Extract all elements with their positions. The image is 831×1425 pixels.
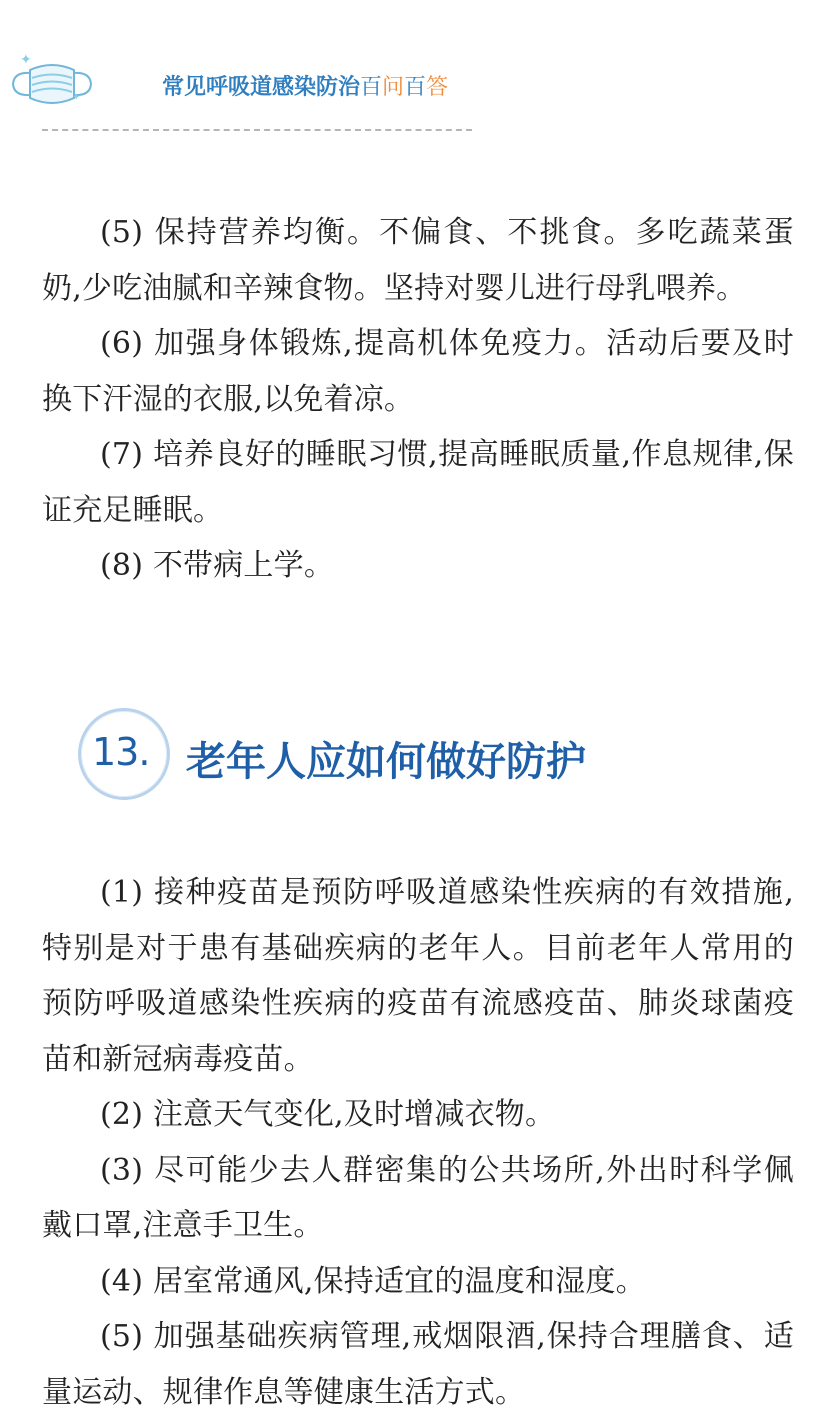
book-title-bai-1: 百 bbox=[360, 75, 383, 100]
paragraph: (3) 尽可能少去人群密集的公共场所,外出时科学佩戴口罩,注意手卫生。 bbox=[42, 1152, 794, 1243]
paragraph: (2) 注意天气变化,及时增减衣物。 bbox=[100, 1097, 556, 1132]
book-title bbox=[162, 70, 448, 101]
page-header bbox=[0, 50, 520, 140]
book-title-bai-2: 百 bbox=[404, 75, 427, 100]
paragraph: (5) 保持营养均衡。不偏食、不挑食。多吃蔬菜蛋奶,少吃油腻和辛辣食物。坚持对婴儿进行母乳喂养。 bbox=[42, 215, 794, 306]
book-title-da: 答 bbox=[426, 75, 449, 100]
paragraph: (7) 培养良好的睡眠习惯,提高睡眠质量,作息规律,保证充足睡眠。 bbox=[42, 437, 794, 528]
paragraph: (6) 加强身体锻炼,提高机体免疫力。活动后要及时换下汗湿的衣服,以免着凉。 bbox=[42, 326, 794, 417]
text-block-elderly-tips bbox=[42, 865, 794, 1420]
book-title-main: 常见呼吸道感染防治 bbox=[162, 75, 361, 100]
sparkle-icon: ✦ bbox=[20, 52, 32, 68]
book-title-wen: 问 bbox=[382, 75, 405, 100]
section-number: 13. bbox=[92, 730, 150, 774]
paragraph: (4) 居室常通风,保持适宜的温度和湿度。 bbox=[100, 1263, 646, 1299]
paragraph: (8) 不带病上学。 bbox=[100, 548, 335, 583]
section-heading bbox=[78, 708, 778, 800]
section-title: 老年人应如何做好防护 bbox=[186, 739, 586, 785]
sparkle-icon: ✦ bbox=[72, 92, 81, 103]
header-divider bbox=[42, 129, 472, 131]
text-block-children-tips bbox=[42, 205, 794, 594]
paragraph: (1) 接种疫苗是预防呼吸道感染性疾病的有效措施,特别是对于患有基础疾病的老年人。目前老年人常用的预防呼吸道感染性疾病的疫苗有流感疫苗、肺炎球菌疫苗和新冠病毒疫苗。 bbox=[42, 875, 794, 1077]
paragraph: (5) 加强基础疾病管理,戒烟限酒,保持合理膳食、适量运动、规律作息等健康生活方式。 bbox=[42, 1319, 794, 1410]
